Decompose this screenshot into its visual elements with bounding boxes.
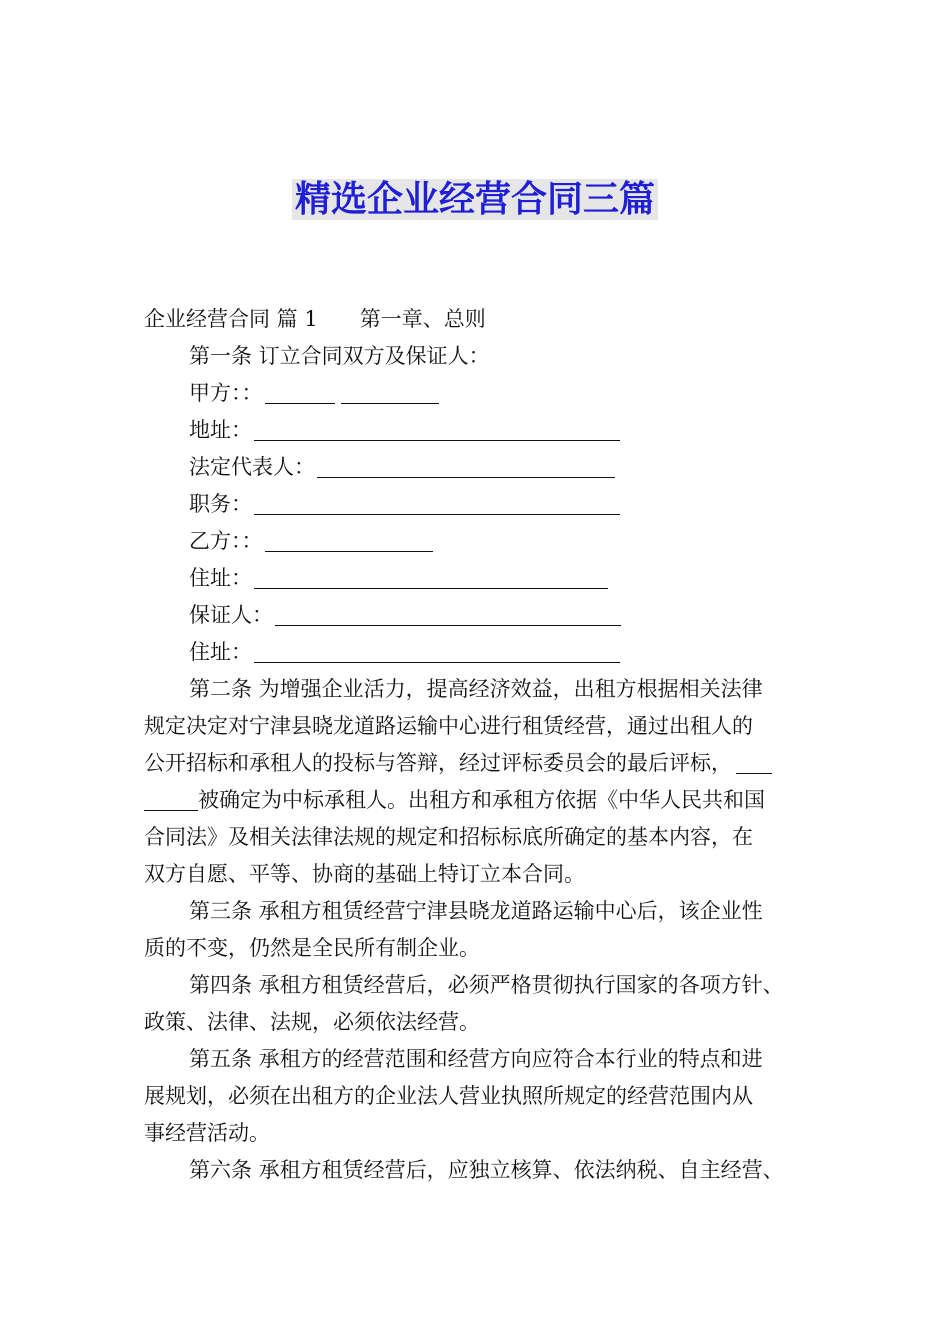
fill-in-blank [254,640,620,663]
article-text: 质的不变，仍然是全民所有制企业。 [144,936,480,960]
document-title-text: 精选企业经营合同三篇 [292,179,658,220]
article-3-line [144,893,814,930]
article-text: 第五条 承租方的经营范围和经营方向应符合本行业的特点和进 [189,1047,763,1071]
article-text: 双方自愿、平等、协商的基础上特订立本合同。 [144,862,585,886]
field-label: 职务： [189,492,252,516]
article-2-line [144,856,814,893]
contract-label: 企业经营合同 篇 1 [144,307,318,331]
article-text: 合同法》及相关法律法规的规定和招标标底所确定的基本内容，在 [144,825,753,849]
fill-in-blank [265,529,433,552]
fill-in-blank [736,751,772,774]
field-label: 第一条 订立合同双方及保证人： [189,344,490,368]
field-label: 甲方：： [189,381,263,405]
article-text: 展规划，必须在出租方的企业法人营业执照所规定的经营范围内从 [144,1084,753,1108]
fill-in-blank [254,566,608,589]
field-guarantor [144,597,814,634]
section-heading [144,301,814,338]
field-guarantor-residence [144,634,814,671]
article-5-line [144,1041,814,1078]
article-6-line [144,1152,814,1189]
article-5-line [144,1078,814,1115]
article-text: 第六条 承租方租赁经营后，应独立核算、依法纳税、自主经营、 [189,1158,784,1182]
article-text: 第三条 承租方租赁经营宁津县晓龙道路运输中心后，该企业性 [189,899,763,923]
article-text: 政策、法律、法规，必须依法经营。 [144,1010,480,1034]
article-5-line [144,1115,814,1152]
field-legal-representative [144,449,814,486]
article-4-line [144,1004,814,1041]
article-2-line [144,745,814,782]
fill-in-blank [254,492,620,515]
field-residence [144,560,814,597]
article-text: 第四条 承租方租赁经营后，必须严格贯彻执行国家的各项方针、 [189,973,784,997]
article-4-line [144,967,814,1004]
article-text: 第二条 为增强企业活力，提高经济效益，出租方根据相关法律 [189,677,763,701]
field-label: 保证人： [189,603,273,627]
article-2-line [144,819,814,856]
article-2-line [144,708,814,745]
field-label: 住址： [189,566,252,590]
article-2-line [144,671,814,708]
field-address [144,412,814,449]
field-label: 乙方：： [189,529,263,553]
field-label: 地址： [189,418,252,442]
field-party-a [144,375,814,412]
fill-in-blank [317,455,615,478]
field-label: 住址： [189,640,252,664]
article-text: 被确定为中标承租人。出租方和承租方依据《中华人民共和国 [198,788,765,812]
field-label: 法定代表人： [189,455,315,479]
document-body [144,301,814,1189]
field-position [144,486,814,523]
chapter-title: 第一章、总则 [359,307,486,331]
article-text: 事经营活动。 [144,1121,270,1145]
field-party-b [144,523,814,560]
document-title [0,176,950,224]
fill-in-blank [254,418,620,441]
article-3-line [144,930,814,967]
article-2-line [144,782,814,819]
fill-in-blank [265,381,335,404]
article-text: 规定决定对宁津县晓龙道路运输中心进行租赁经营，通过出租人的 [144,714,753,738]
fill-in-blank [275,603,621,626]
fill-in-blank [341,381,439,404]
fill-in-blank [144,788,198,811]
article-text: 公开招标和承租人的投标与答辩，经过评标委员会的最后评标， [144,751,732,775]
article-1-heading [144,338,814,375]
